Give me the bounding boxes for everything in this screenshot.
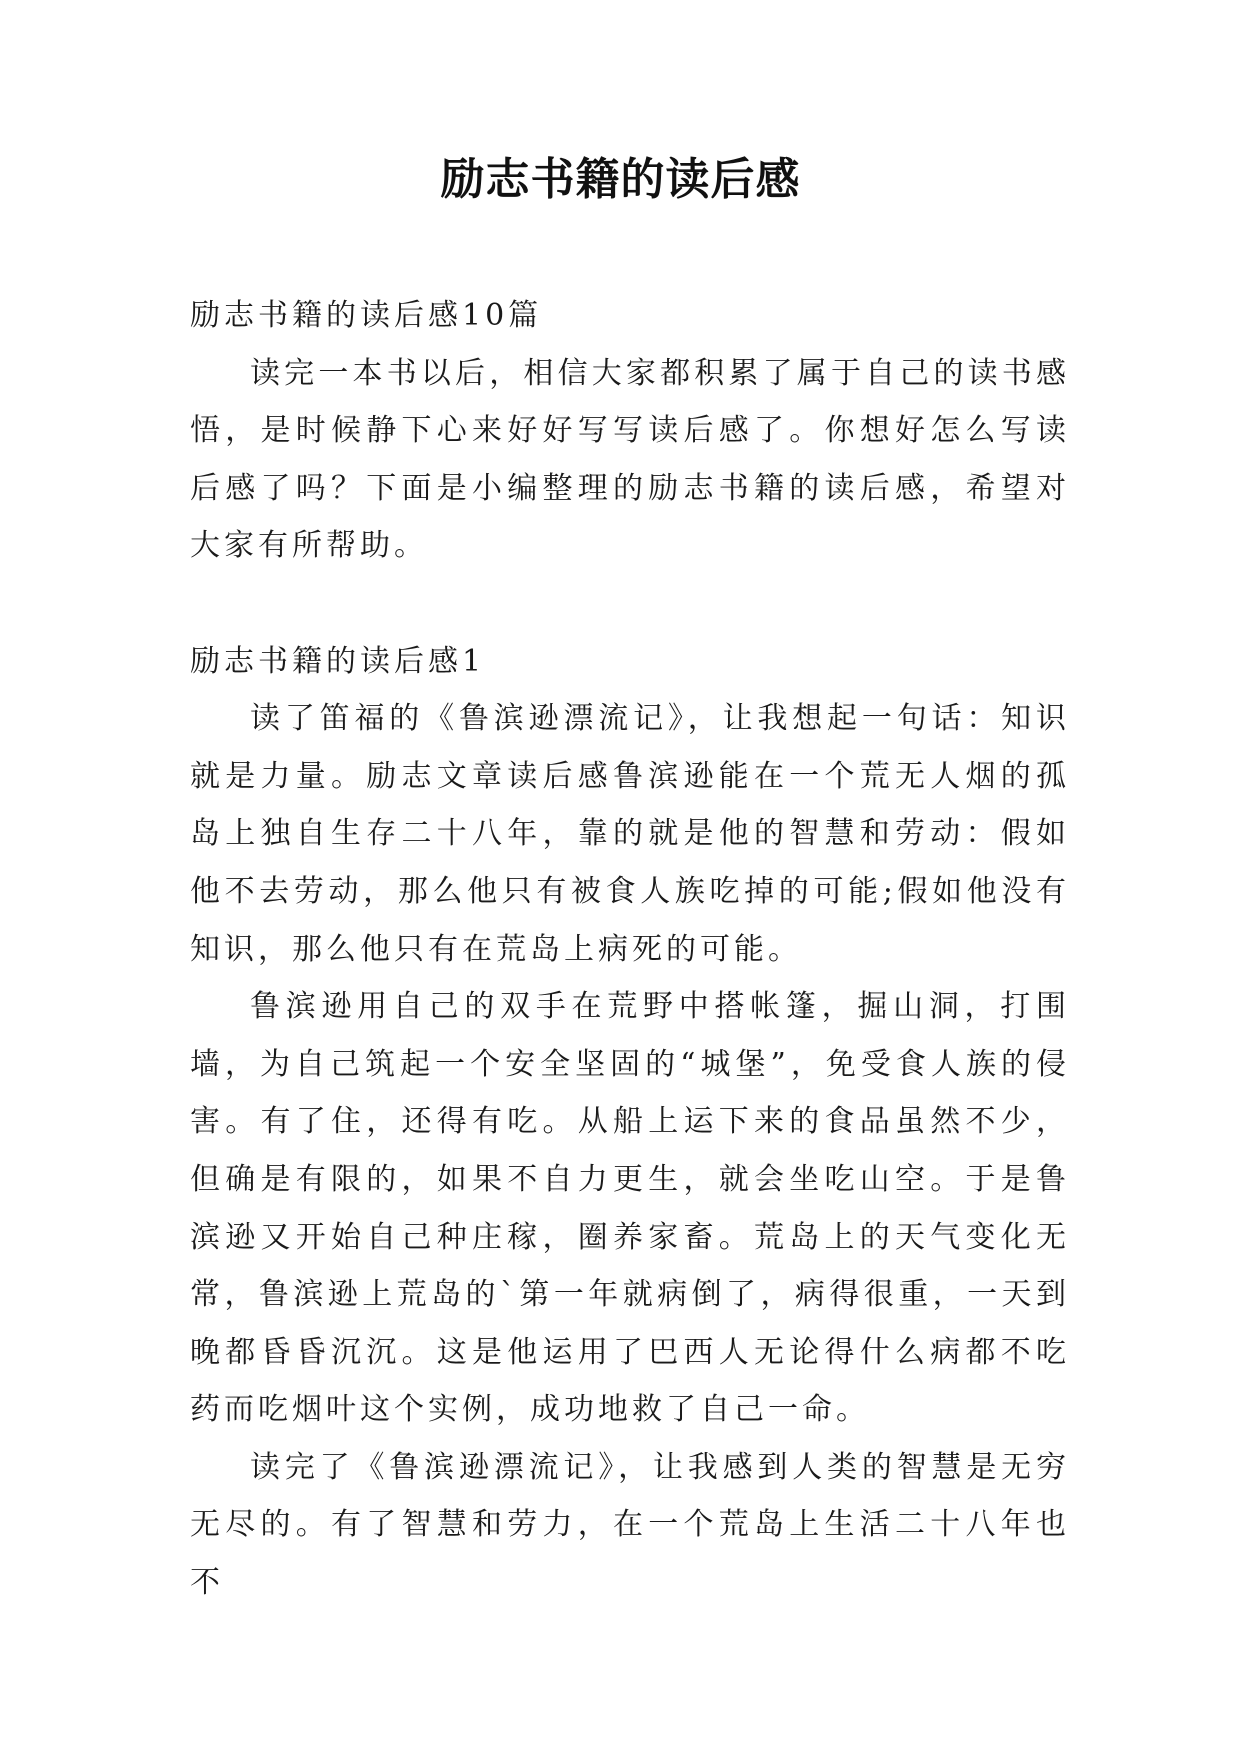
document-body bbox=[190, 287, 1070, 1612]
intro-heading: 励志书籍的读后感10篇 bbox=[190, 298, 543, 333]
section-spacer bbox=[190, 575, 1070, 633]
section1-heading: 励志书籍的读后感1 bbox=[190, 643, 486, 679]
intro-paragraph: 读完一本书以后，相信大家都积累了属于自己的读书感悟，是时候静下心来好好写写读后感了。你想好怎么写读后感了吗？下面是小编整理的励志书籍的读后感，希望对大家有所帮助。 bbox=[190, 355, 1070, 564]
section1-paragraph-3: 读完了《鲁滨逊漂流记》，让我感到人类的智慧是无穷无尽的。有了智慧和劳力，在一个荒岛上生活二十八年也不 bbox=[190, 1449, 1070, 1601]
document-title: 励志书籍的读后感 bbox=[440, 154, 801, 205]
section1-paragraph-2: 鲁滨逊用自己的双手在荒野中搭帐篷，掘山洞，打围墙，为自己筑起一个安全坚固的“城堡”，免受食人族的侵害。有了住，还得有吃。从船上运下来的食品虽然不少，但确是有限的，如果不自力更生，就会坐吃山空。于是鲁滨逊又开始自己种庄稼，圈养家畜。荒岛上的天气变化无常，鲁滨逊上荒岛的`第一年就病倒了，病得很重，一天到晚都昏昏沉沉。这是他运用了巴西人无论得什么病都不吃药而吃烟叶这个实例，成功地救了自己一命。 bbox=[190, 989, 1070, 1428]
section1-paragraph-1: 读了笛福的《鲁滨逊漂流记》，让我想起一句话：知识就是力量。励志文章读后感鲁滨逊能在一个荒无人烟的孤岛上独自生存二十八年，靠的就是他的智慧和劳动：假如他不去劳动，那么他只有被食人族吃掉的可能;假如他没有知识，那么他只有在荒岛上病死的可能。 bbox=[190, 701, 1070, 967]
